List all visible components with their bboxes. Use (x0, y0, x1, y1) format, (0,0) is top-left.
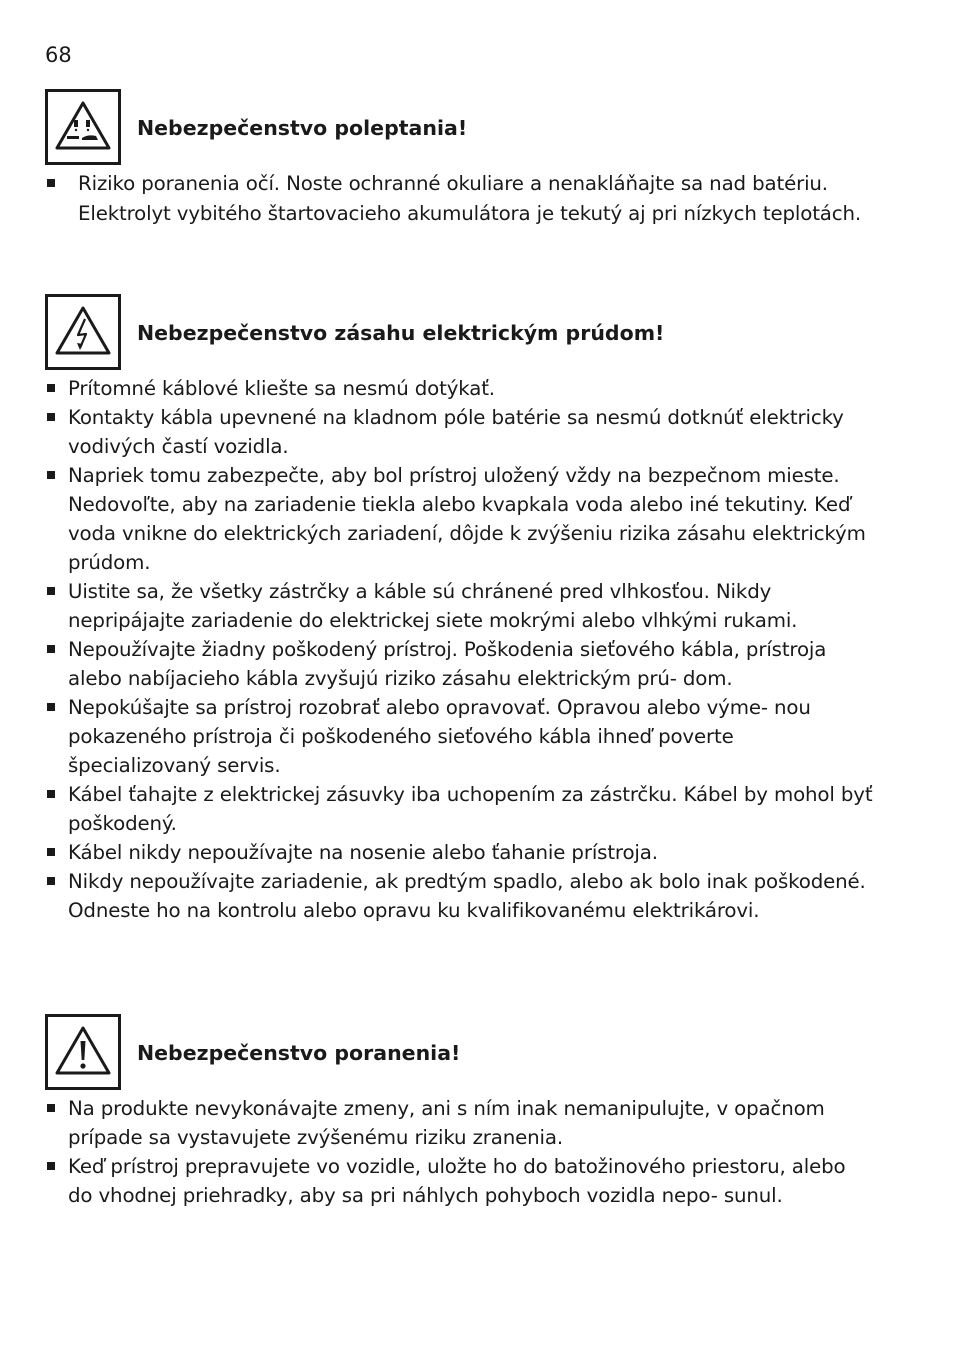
section-header (45, 89, 875, 165)
list-item: Keď prístroj prepravujete vo vozidle, uložte ho do batožinového priestoru, alebo do vhodnej priehradky, aby sa pri náhlych pohyboch vozidla nepo- sunul. (45, 1152, 875, 1210)
list-item: Kábel nikdy nepoužívajte na nosenie alebo ťahanie prístroja. (45, 838, 875, 867)
section-header (45, 1014, 875, 1090)
list-item: Nepokúšajte sa prístroj rozobrať alebo opravovať. Opravou alebo výme- nou pokazeného prístroja či poškodeného sieťového kábla ihneď poverte špecializovaný servis. (45, 693, 875, 780)
bullet-icon (47, 877, 55, 885)
list-item: Kábel ťahajte z elektrickej zásuvky iba uchopením za zástrčku. Kábel by mohol byť poškodený. (45, 780, 875, 838)
section-electric-shock-warning (45, 294, 875, 925)
section-injury-warning (45, 1014, 875, 1210)
item-list (45, 374, 875, 925)
list-item: Prítomné káblové kliešte sa nesmú dotýkať. (45, 374, 875, 403)
bullet-icon (47, 587, 55, 595)
bullet-icon (47, 645, 55, 653)
list-item: Napriek tomu zabezpečte, aby bol prístroj uložený vždy na bezpečnom mieste. Nedovoľte, aby na zariadenie tiekla alebo kvapkala voda alebo iné tekutiny. Keď voda vnikne do elektrických zariadení, dôjde k zvýšeniu rizika zásahu elektrickým prúdom. (45, 461, 875, 577)
list-item: Na produkte nevykonávajte zmeny, ani s ním inak nemanipulujte, v opačnom prípade sa vystavujete zvýšenému riziku zranenia. (45, 1094, 875, 1152)
list-item: Nepoužívajte žiadny poškodený prístroj. Poškodenia sieťového kábla, prístroja alebo nabíjacieho kábla zvyšujú riziko zásahu elektrickým prú- dom. (45, 635, 875, 693)
list-item: Uistite sa, že všetky zástrčky a káble sú chránené pred vlhkosťou. Nikdy nepripájajte zariadenie do elektrickej siete mokrými alebo vlhkými rukami. (45, 577, 875, 635)
section-title: Nebezpečenstvo zásahu elektrickým prúdom! (137, 321, 665, 345)
bullet-icon (47, 179, 55, 187)
list-item: Kontakty kábla upevnené na kladnom póle batérie sa nesmú dotknúť elektricky vodivých častí vozidla. (45, 403, 875, 461)
bullet-icon (47, 790, 55, 798)
general-warning-icon (45, 1014, 121, 1090)
section-header (45, 294, 875, 370)
bullet-icon (47, 471, 55, 479)
corrosive-hazard-icon (45, 89, 121, 165)
bullet-icon (47, 384, 55, 392)
bullet-icon (47, 703, 55, 711)
electric-shock-hazard-icon (45, 294, 121, 370)
bullet-icon (47, 413, 55, 421)
item-list (45, 169, 875, 229)
section-corrosion-warning (45, 89, 875, 229)
page-number: 68 (45, 43, 72, 67)
section-title: Nebezpečenstvo poranenia! (137, 1041, 461, 1065)
list-item: Riziko poranenia očí. Noste ochranné okuliare a nenakláňajte sa nad batériu. Elektrolyt vybitého štartovacieho akumulátora je tekutý aj pri nízkych teplotách. (45, 169, 875, 229)
bullet-icon (47, 1104, 55, 1112)
bullet-icon (47, 1162, 55, 1170)
section-title: Nebezpečenstvo poleptania! (137, 116, 468, 140)
item-list (45, 1094, 875, 1210)
list-item: Nikdy nepoužívajte zariadenie, ak predtým spadlo, alebo ak bolo inak poškodené. Odneste ho na kontrolu alebo opravu ku kvalifikovanému elektrikárovi. (45, 867, 875, 925)
bullet-icon (47, 848, 55, 856)
